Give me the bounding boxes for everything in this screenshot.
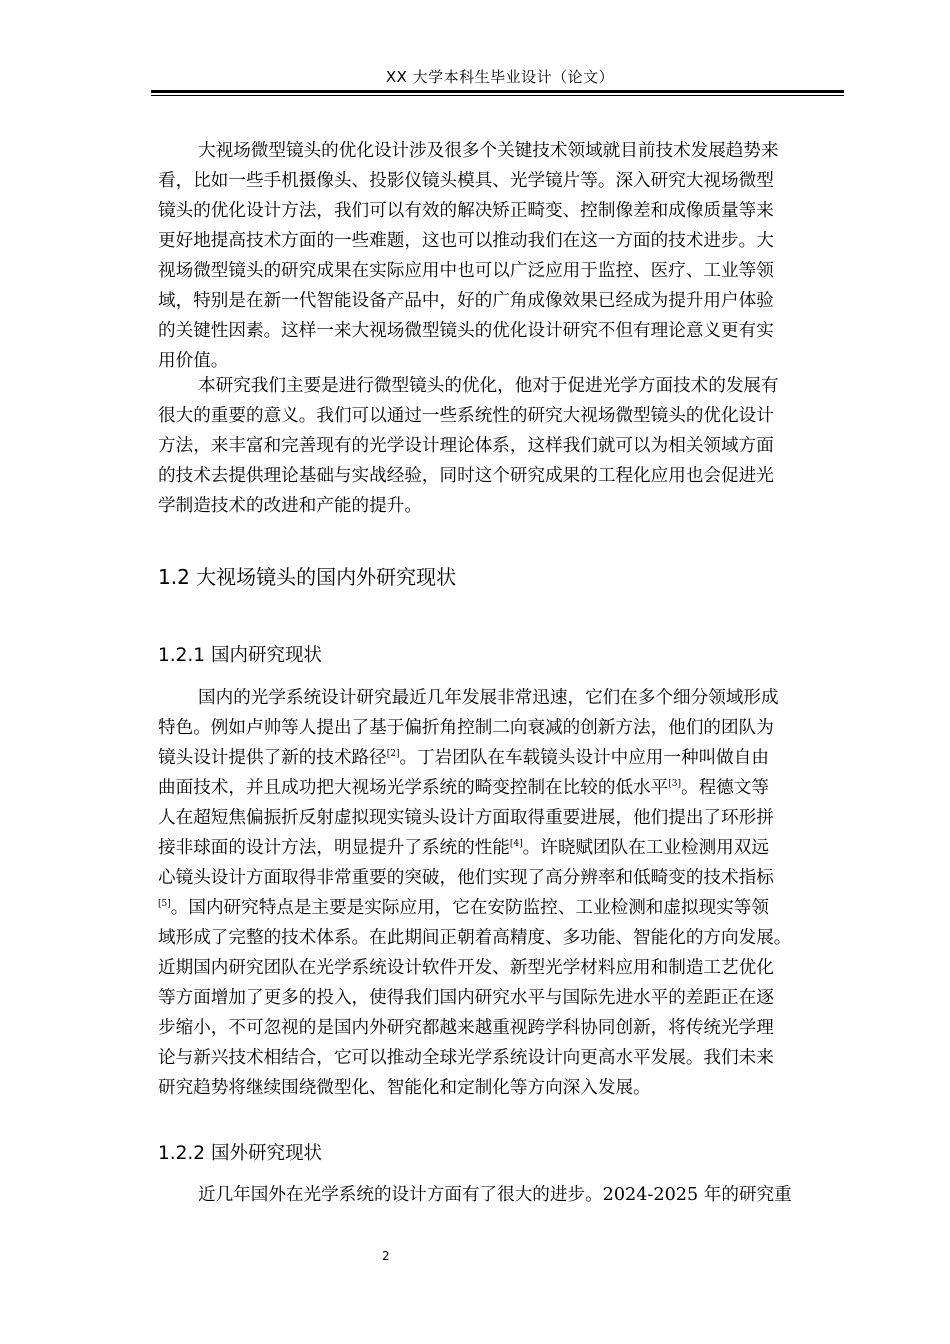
text-line: 看，比如一些手机摄像头、投影仪镜头模具、光学镜片等。深入研究大视场微型 [158, 171, 774, 191]
header-rule-thin [151, 95, 844, 96]
text-line: 人在超短焦偏振折反射虚拟现实镜头设计方面取得重要进展，他们提出了环形拼 [158, 808, 774, 828]
header-rule-thick [151, 90, 844, 93]
text-line: 国内的光学系统设计研究最近几年发展非常迅速，它们在多个细分领域形成 [198, 688, 779, 708]
citation-ref-2: [2] [386, 749, 400, 760]
paragraph-domestic-research [158, 683, 847, 1103]
text-line: 近几年国外在光学系统的设计方面有了很大的进步。2024-2025 年的研究重 [198, 1185, 792, 1205]
paragraph-significance [158, 136, 847, 376]
text-line [158, 893, 847, 923]
text-fragment: 。程德文等 [680, 778, 769, 798]
section-heading-1-2-2: 1.2.2 国外研究现状 [158, 1143, 322, 1164]
text-line [158, 773, 847, 803]
text-line [158, 833, 847, 863]
text-line: 镜头的优化设计方法，我们可以有效的解决矫正畸变、控制像差和成像质量等来 [158, 201, 774, 221]
text-line: 特色。例如卢帅等人提出了基于偏折角控制二向衰减的创新方法，他们的团队为 [158, 718, 774, 738]
text-line: 心镜头设计方面取得非常重要的突破，他们实现了高分辨率和低畸变的技术指标 [158, 868, 774, 888]
text-fragment: 。许晓赋团队在工业检测用双远 [522, 838, 769, 858]
citation-ref-3: [3] [668, 779, 681, 790]
text-fragment: 接非球面的设计方法，明显提升了系统的性能 [158, 838, 510, 858]
text-fragment: 镜头设计提供了新的技术路径 [158, 748, 387, 768]
text-line: 视场微型镜头的研究成果在实际应用中也可以广泛应用于监控、医疗、工业等领 [158, 261, 774, 281]
text-line: 很大的重要的意义。我们可以通过一些系统性的研究大视场微型镜头的优化设计 [158, 406, 774, 426]
text-line: 近期国内研究团队在光学系统设计软件开发、新型光学材料应用和制造工艺优化 [158, 958, 774, 978]
text-line: 域，特别是在新一代智能设备产品中，好的广角成像效果已经成为提升用户体验 [158, 291, 774, 311]
text-fragment: 。国内研究特点是主要是实际应用，它在安防监控、工业检测和虚拟现实等领 [170, 898, 769, 918]
text-line [158, 743, 847, 773]
page-header-title: XX 大学本科生毕业设计（论文） [385, 68, 615, 86]
text-fragment: 曲面技术，并且成功把大视场光学系统的畸变控制在比较的低水平 [158, 778, 669, 798]
text-line: 步缩小，不可忽视的是国内外研究都越来越重视跨学科协同创新，将传统光学理 [158, 1018, 774, 1038]
text-line: 的关键性因素。这样一来大视场微型镜头的优化设计研究不但有理论意义更有实 [158, 321, 774, 341]
paragraph-research-value [158, 371, 847, 521]
citation-ref-5: [5] [158, 899, 171, 910]
page-number: 2 [382, 1249, 390, 1263]
text-line: 方法，来丰富和完善现有的光学设计理论体系，这样我们就可以为相关领域方面 [158, 436, 774, 456]
text-line: 更好地提高技术方面的一些难题，这也可以推动我们在这一方面的技术进步。大 [158, 231, 774, 251]
text-line: 学制造技术的改进和产能的提升。 [158, 496, 422, 516]
text-line: 域形成了完整的技术体系。在此期间正朝着高精度、多功能、智能化的方向发展。 [158, 928, 792, 948]
text-fragment: 。丁岩团队在车载镜头设计中应用一种叫做自由 [399, 748, 769, 768]
text-line: 大视场微型镜头的优化设计涉及很多个关键技术领域就目前技术发展趋势来 [198, 141, 779, 161]
section-heading-1-2-1: 1.2.1 国内研究现状 [158, 645, 322, 666]
text-line: 的技术去提供理论基础与实战经验，同时这个研究成果的工程化应用也会促进光 [158, 466, 774, 486]
text-line: 本研究我们主要是进行微型镜头的优化，他对于促进光学方面技术的发展有 [198, 376, 779, 396]
paragraph-foreign-research [158, 1180, 847, 1210]
text-line: 论与新兴技术相结合，它可以推动全球光学系统设计向更高水平发展。我们未来 [158, 1048, 774, 1068]
text-line: 用价值。 [158, 351, 229, 371]
text-line: 等方面增加了更多的投入，使得我们国内研究水平与国际先进水平的差距正在逐 [158, 988, 774, 1008]
citation-ref-4: [4] [509, 839, 523, 850]
text-line: 研究趋势将继续围绕微型化、智能化和定制化等方向深入发展。 [158, 1078, 651, 1098]
section-heading-1-2: 1.2 大视场镜头的国内外研究现状 [158, 565, 457, 589]
